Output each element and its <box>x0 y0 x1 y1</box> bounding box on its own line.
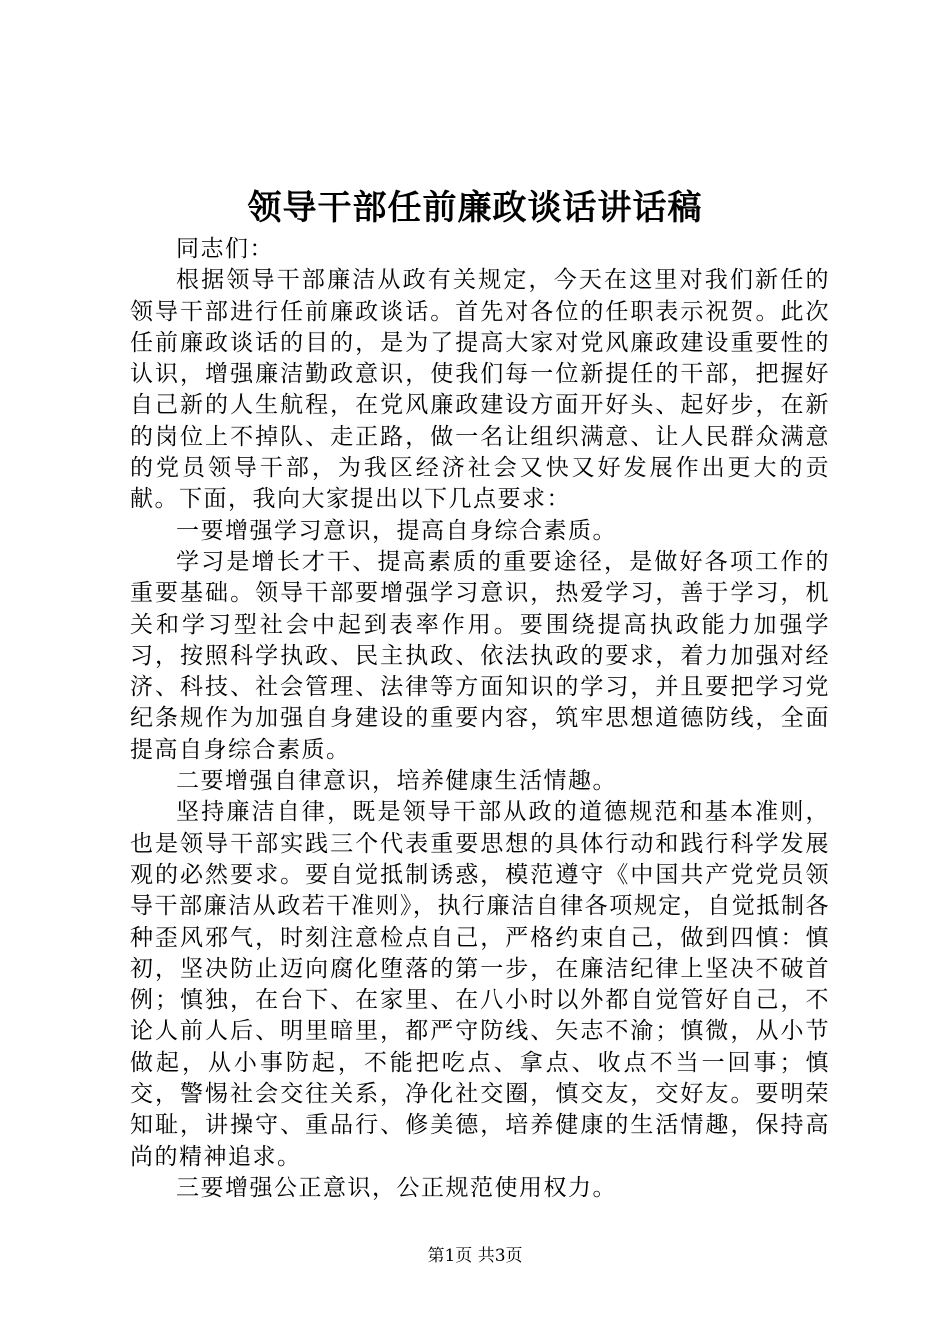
page-number-footer: 第1页 共3页 <box>427 1246 523 1266</box>
paragraph-intro: 根据领导干部廉洁从政有关规定，今天在这里对我们新任的领导干部进行任前廉政谈话。首先对各位的任职表示祝贺。此次任前廉政谈话的目的，是为了提高大家对党风廉政建设重要性的认识，增强廉洁勤政意识，使我们每一位新提任的干部，把握好自己新的人生航程，在党风廉政建设方面开好头、起好步，在新的岗位上不掉队、走正路，做一名让组织满意、让人民群众满意的党员领导干部，为我区经济社会又快又好发展作出更大的贡献。下面，我向大家提出以下几点要求： <box>130 267 830 513</box>
document-title: 领导干部任前廉政谈话讲话稿 <box>247 188 703 228</box>
section-heading-3: 三要增强公正意识，公正规范使用权力。 <box>176 1174 617 1201</box>
section-heading-2: 二要增强自律意识，培养健康生活情趣。 <box>176 768 617 795</box>
salutation: 同志们： <box>176 236 274 262</box>
paragraph-self-discipline: 坚持廉洁自律，既是领导干部从政的道德规范和基本准则，也是领导干部实践三个代表重要思想的具体行动和践行科学发展观的必然要求。要自觉抵制诱惑，模范遵守《中国共产党党员领导干部廉洁从政若干准则》，执行廉洁自律各项规定，自觉抵制各种歪风邪气，时刻注意检点自己，严格约束自己，做到四慎：慎初，坚决防止迈向腐化堕落的第一步，在廉洁纪律上坚决不破首例；慎独，在台下、在家里、在八小时以外都自觉管好自己，不论人前人后、明里暗里，都严守防线、矢志不渝；慎微，从小节做起，从小事防起，不能把吃点、拿点、收点不当一回事；慎交，警惕社会交往关系，净化社交圈，慎交友，交好友。要明荣知耻，讲操守、重品行、修美德，培养健康的生活情趣，保持高尚的精神追求。 <box>130 799 830 1170</box>
paragraph-study: 学习是增长才干、提高素质的重要途径，是做好各项工作的重要基础。领导干部要增强学习意识，热爱学习，善于学习，机关和学习型社会中起到表率作用。要围绕提高执政能力加强学习，按照科学执政、民主执政、依法执政的要求，着力加强对经济、科技、社会管理、法律等方面知识的学习，并且要把学习党纪条规作为加强自身建设的重要内容，筑牢思想道德防线，全面提高自身综合素质。 <box>130 548 830 763</box>
document-body <box>130 234 830 1204</box>
section-heading-1: 一要增强学习意识，提高自身综合素质。 <box>176 517 617 544</box>
